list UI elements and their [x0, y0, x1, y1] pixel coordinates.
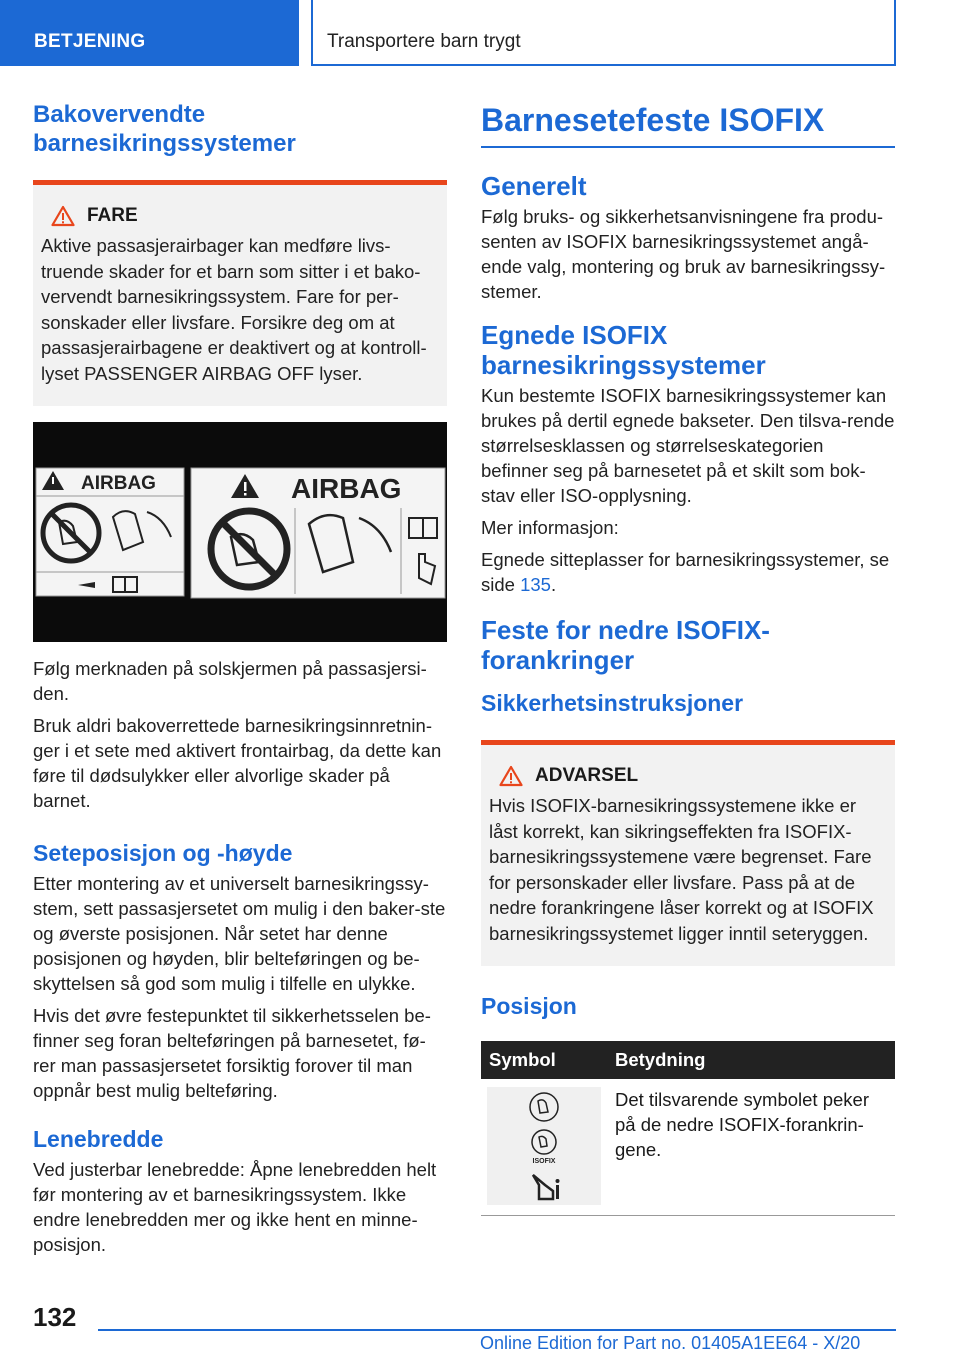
- heading-position: Posisjon: [481, 993, 577, 1019]
- label-small-text: AIRBAG: [81, 473, 156, 494]
- isofix-anchor-icon: [487, 1087, 601, 1205]
- symbol-cell: [481, 1079, 607, 1216]
- warning-title-text: ADVARSEL: [535, 765, 639, 786]
- heading-lower-anchors: Feste for nedre ISOFIX-forankringer: [481, 615, 770, 675]
- heading-suitable-isofix: Egnede ISOFIX barnesikringssystemer: [481, 320, 766, 380]
- caution-warning-box: [481, 740, 895, 966]
- warning-text: Aktive passasjerairbager kan medføre livs-truende skader for et barn som sitter i et bako-vervendt barnesikringssystem. Fare for per-sonskader eller livsfare. Forsikre deg om at passasjerairbagene er deaktivert og at kontroll-lyset PASSENGER AIRBAG OFF lyser.: [41, 235, 427, 384]
- paragraph-never-rear-facing: Bruk aldri bakoverrettede barnesikringsinnretnin-ger i et sete med aktivert frontairbag, da dette kan føre til dødsulykker eller alvorlige skader på barnet.: [33, 715, 442, 811]
- right-column: [481, 100, 895, 1216]
- airbag-label-photo: [33, 422, 447, 642]
- paragraph-more-info: Mer informasjon:: [481, 517, 619, 538]
- heading-backrest-width: Lenebredde: [33, 1126, 164, 1152]
- paragraph-general: Følg bruks- og sikkerhetsanvisningene fra produ-senten av ISOFIX barnesikringssystemet angå-ende valg, montering og bruk av barnesikringssy-stemer.: [481, 206, 886, 302]
- heading-general: Generelt: [481, 171, 587, 201]
- table-header-row: [481, 1041, 895, 1079]
- paragraph-backrest-width: Ved justerbar lenebredde: Åpne lenebredden helt før montering av et barnesikringssystem. Ikke endre lenebredden mer og ikke hent en minne-posisjon.: [33, 1159, 437, 1255]
- warning-title: [41, 205, 437, 227]
- meaning-cell: Det tilsvarende symbolet peker på de nedre ISOFIX-forankrin-gene.: [615, 1089, 869, 1160]
- breadcrumb: Transportere barn trygt: [311, 0, 896, 66]
- footer-edition: Online Edition for Part no. 01405A1EE64 - X/20: [480, 1333, 861, 1353]
- heading-isofix: Barnesetefeste ISOFIX: [481, 100, 895, 148]
- warning-triangle-icon: [51, 205, 75, 227]
- page-number: 132: [33, 1302, 77, 1332]
- symbol-table: [481, 1041, 895, 1216]
- isofix-label: ISOFIX: [532, 1158, 556, 1165]
- warning-title-text: FARE: [87, 205, 138, 226]
- warning-triangle-icon: [499, 765, 523, 787]
- paragraph-reference: Egnede sitteplasser for barnesikringssystemer, se side 135.: [481, 549, 890, 595]
- paragraph-upper-anchor: Hvis det øvre festepunktet til sikkerhetsselen be-finner seg foran belteføringen på barnesetet, fø-rer man passasjersetet forsiktig forover til man oppnår best mulig belteføring.: [33, 1005, 431, 1101]
- heading-safety-instructions: Sikkerhetsinstruksjoner: [481, 690, 744, 716]
- paragraph-seat-position: Etter montering av et universelt barnesikringssy-stem, sett passasjersetet om mulig i den baker-ste og øverste posisjonen. Når setet har denne posisjonen og høyden, blir belteføringen og be-skyttelsen så god som mulig i tilfelle en ulykke.: [33, 873, 446, 994]
- warning-text: Hvis ISOFIX-barnesikringssystemene ikke er låst korrekt, kan sikringseffekten fra ISOFIX-barnesikringssystemene være begrenset. Fare for personskader eller livsfare. Pass på at de nedre forankringene låser korrekt og at ISOFIX barnesikringssystemet ligger inntil seteryggen.: [489, 795, 874, 944]
- warning-title: [489, 765, 885, 787]
- column-header-symbol: Symbol: [481, 1041, 607, 1079]
- heading-rear-facing: Bakovervendte barnesikringssystemer: [33, 101, 296, 157]
- footer-divider: [98, 1329, 896, 1331]
- isofix-symbols: [487, 1087, 601, 1205]
- left-column: [33, 100, 447, 1257]
- table-row: [481, 1079, 895, 1216]
- section-tab: BETJENING: [0, 0, 299, 66]
- paragraph-suitable-isofix: Kun bestemte ISOFIX barnesikringssystemer kan brukes på dertil egnede bakseter. Den tilsva-rende størrelsesklassen og størrelseskategorien befinner seg på barnesetet på et skilt som bok-stav eller ISO-opplysning.: [481, 385, 895, 506]
- page-header: [0, 0, 960, 68]
- column-header-meaning: Betydning: [607, 1041, 895, 1079]
- label-large-text: AIRBAG: [291, 473, 402, 504]
- page-reference-link[interactable]: 135: [520, 574, 551, 595]
- airbag-label-illustration: [33, 422, 447, 642]
- heading-seat-position: Seteposisjon og -høyde: [33, 840, 293, 866]
- danger-warning-box: [33, 180, 447, 406]
- paragraph-sunvisor: Følg merknaden på solskjermen på passasjersi-den.: [33, 658, 427, 704]
